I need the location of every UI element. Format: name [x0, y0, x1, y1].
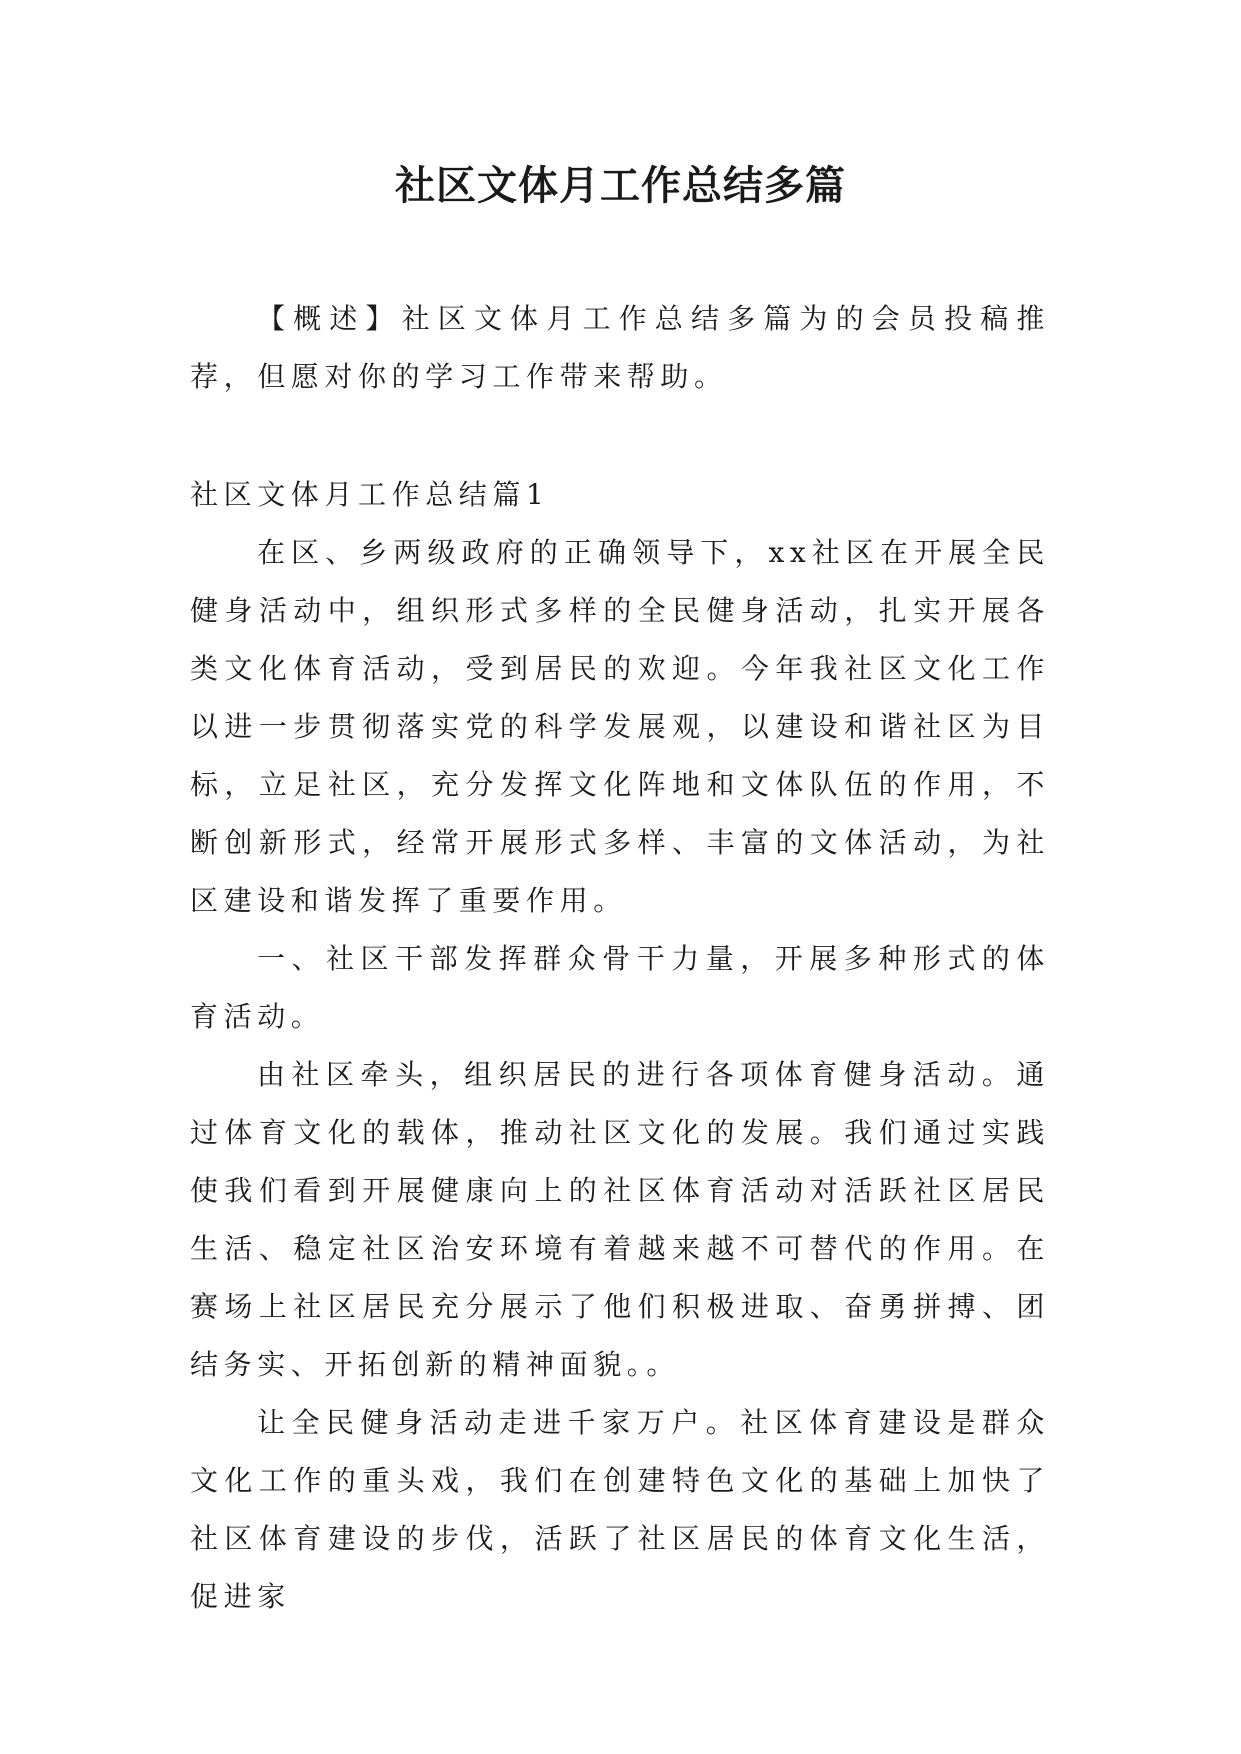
- body-paragraph: 在区、乡两级政府的正确领导下，xx社区在开展全民健身活动中，组织形式多样的全民健身活动，扎实开展各类文化体育活动，受到居民的欢迎。今年我社区文化工作以进一步贯彻落实党的科学发展观，以建设和谐社区为目标，立足社区，充分发挥文化阵地和文体队伍的作用，不断创新形式，经常开展形式多样、丰富的文体活动，为社区建设和谐发挥了重要作用。: [190, 536, 1050, 917]
- summary-paragraph: 【概述】社区文体月工作总结多篇为的会员投稿推荐，但愿对你的学习工作带来帮助。: [190, 302, 1050, 393]
- body-paragraph: 由社区牵头，组织居民的进行各项体育健身活动。通过体育文化的载体，推动社区文化的发展。我们通过实践使我们看到开展健康向上的社区体育活动对活跃社区居民生活、稳定社区治安环境有着越来越不可替代的作用。在赛场上社区居民充分展示了他们积极进取、奋勇拼搏、团结务实、开拓创新的精神面貌。。: [190, 1058, 1050, 1381]
- body-paragraph: 一、社区干部发挥群众骨干力量，开展多种形式的体育活动。: [190, 942, 1050, 1033]
- section-body: [190, 524, 1050, 1626]
- section-heading: 社区文体月工作总结篇1: [190, 478, 550, 511]
- body-paragraph: 让全民健身活动走进千家万户。社区体育建设是群众文化工作的重头戏，我们在创建特色文化的基础上加快了社区体育建设的步伐，活跃了社区居民的体育文化生活，促进家: [190, 1406, 1050, 1613]
- document-title: 社区文体月工作总结多篇: [395, 162, 846, 209]
